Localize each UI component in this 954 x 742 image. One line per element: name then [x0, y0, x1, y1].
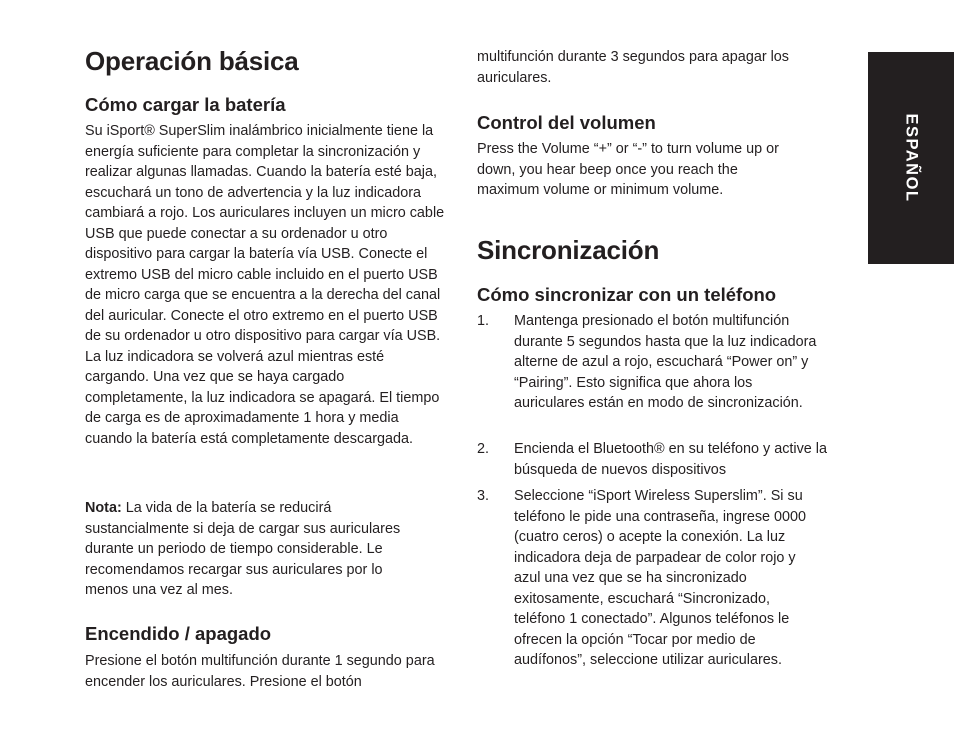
list-item: [477, 311, 842, 414]
power-paragraph: Presione el botón multifunción durante 1 segundo para encender los auriculares. Presione el botón: [85, 653, 435, 690]
step-text: Seleccione “iSport Wireless Superslim”. Si su teléfono le pide una contraseña, ingrese 0000 (cuatro ceros) o acepte la conexión. La luz indicadora deja de parpadear de color rojo y azul una vez que se ha sincronizado exitosamente, escuchará “Sincronizado, teléfono 1 conectado”. Algunos teléfonos le ofrecen la opción “Tocar por medio de audífonos”, seleccione utilizar auriculares.: [514, 488, 807, 668]
volume-paragraph: Press the Volume “+” or “-” to turn volume up or down, you hear beep once you reach the maximum volume or minimum volume.: [477, 141, 779, 198]
language-tab-label: ESPAÑOL: [902, 113, 921, 203]
heading-volume: Control del volumen: [477, 112, 656, 133]
charging-paragraph: Su iSport® SuperSlim inalámbrico inicialmente tiene la energía suficiente para completar la sincronización y realizar algunas llamadas. Cuando la batería esté baja, escuchará un tono de advertencia y la luz indicadora cambiará a rojo. Los auriculares incluyen un micro cable USB que puede conectar a su ordenador u otro dispositivo para cargar la batería vía USB. Conecte el extremo USB del micro cable incluido en el puerto USB de micro carga que se encuentra a la derecha del canal del auricular. Conecte el otro extremo en el puerto USB de su ordenador u otro dispositivo para cargar vía USB. La luz indicadora se volverá azul mientras esté cargando. Una vez que se haya cargado completamente, la luz indicadora se apagará. El tiempo de carga es de aproximadamente 1 hora y media cuando la batería está completamente descargada.: [85, 123, 445, 447]
step-number: 3.: [477, 488, 490, 504]
step-number: 1.: [477, 313, 490, 329]
section-title-sync: Sincronización: [477, 235, 660, 265]
power-paragraph-continued: multifunción durante 3 segundos para apagar los auriculares.: [477, 49, 790, 86]
note-label: Nota:: [85, 500, 122, 516]
section-title-basic-operation: Operación básica: [85, 46, 299, 76]
step-text: Encienda el Bluetooth® en su teléfono y active la búsqueda de nuevos dispositivos: [514, 441, 828, 478]
step-number: 2.: [477, 441, 490, 457]
list-item: [477, 439, 842, 480]
charging-note: [85, 498, 425, 601]
heading-power: Encendido / apagado: [85, 623, 272, 644]
heading-charging: Cómo cargar la batería: [85, 94, 286, 115]
heading-sync-phone: Cómo sincronizar con un teléfono: [477, 284, 777, 305]
note-text: La vida de la batería se reducirá sustancialmente si deja de cargar sus auriculares durante un periodo de tiempo considerable. Le recomendamos recargar sus auriculares por lo menos una vez al mes.: [85, 500, 401, 598]
language-tab: [868, 52, 954, 264]
list-item: [477, 486, 842, 671]
step-text: Mantenga presionado el botón multifunción durante 5 segundos hasta que la luz indicadora alterne de azul a rojo, escuchará “Power on” y “Pairing”. Esto significa que ahora los auriculares están en modo de sincronización.: [514, 313, 817, 411]
